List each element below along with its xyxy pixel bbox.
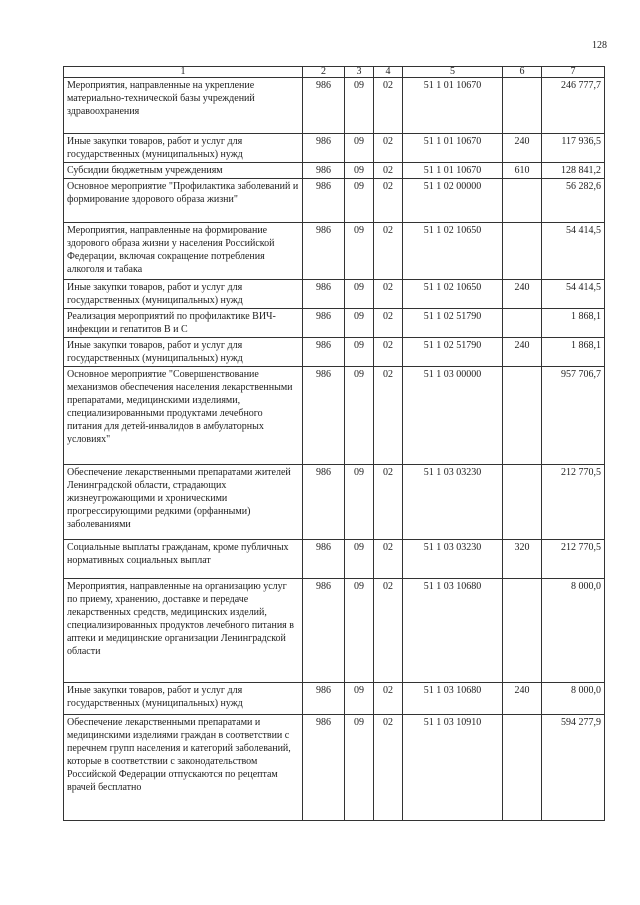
- table-row: [64, 309, 605, 338]
- row-code-5: 51 1 01 10670: [403, 78, 503, 134]
- row-code-5: 51 1 02 10650: [403, 223, 503, 280]
- row-code-3: 09: [345, 163, 374, 179]
- table-row: [64, 579, 605, 683]
- row-code-2: 986: [303, 309, 345, 338]
- row-code-5: 51 1 03 10680: [403, 579, 503, 683]
- header-cell-4: 4: [374, 67, 403, 78]
- row-code-3: 09: [345, 367, 374, 465]
- row-code-5: 51 1 03 03230: [403, 465, 503, 540]
- row-code-3: 09: [345, 579, 374, 683]
- row-code-4: 02: [374, 579, 403, 683]
- row-code-2: 986: [303, 280, 345, 309]
- row-code-4: 02: [374, 540, 403, 579]
- row-name: Основное мероприятие "Совершенствование механизмов обеспечения населения лекарственными препаратами, медицинскими изделиями, специализированными продуктами лечебного питания для детей-инвалидов в амбулаторных условиях": [64, 367, 303, 465]
- row-code-5: 51 1 03 00000: [403, 367, 503, 465]
- row-amount: 212 770,5: [542, 465, 605, 540]
- row-code-5: 51 1 03 10910: [403, 715, 503, 821]
- row-amount: 246 777,7: [542, 78, 605, 134]
- row-amount: 594 277,9: [542, 715, 605, 821]
- row-code-4: 02: [374, 134, 403, 163]
- row-code-6: [503, 465, 542, 540]
- row-code-5: 51 1 02 51790: [403, 309, 503, 338]
- row-code-4: 02: [374, 367, 403, 465]
- row-code-4: 02: [374, 78, 403, 134]
- row-code-5: 51 1 02 51790: [403, 338, 503, 367]
- header-cell-1: 1: [64, 67, 303, 78]
- row-code-2: 986: [303, 134, 345, 163]
- row-code-3: 09: [345, 78, 374, 134]
- row-code-2: 986: [303, 715, 345, 821]
- row-code-3: 09: [345, 683, 374, 715]
- row-code-4: 02: [374, 179, 403, 223]
- row-name: Мероприятия, направленные на формирование здорового образа жизни у населения Российской Федерации, включая сокращение потребления алкоголя и табака: [64, 223, 303, 280]
- row-code-3: 09: [345, 179, 374, 223]
- row-code-3: 09: [345, 540, 374, 579]
- table-row: [64, 338, 605, 367]
- row-code-3: 09: [345, 280, 374, 309]
- row-amount: 212 770,5: [542, 540, 605, 579]
- header-cell-3: 3: [345, 67, 374, 78]
- row-code-5: 51 1 02 10650: [403, 280, 503, 309]
- table-row: [64, 78, 605, 134]
- row-code-2: 986: [303, 540, 345, 579]
- row-code-2: 986: [303, 367, 345, 465]
- row-amount: 54 414,5: [542, 280, 605, 309]
- row-code-4: 02: [374, 338, 403, 367]
- row-code-6: 320: [503, 540, 542, 579]
- table-row: [64, 715, 605, 821]
- row-name: Иные закупки товаров, работ и услуг для государственных (муниципальных) нужд: [64, 683, 303, 715]
- row-code-2: 986: [303, 683, 345, 715]
- row-code-6: [503, 78, 542, 134]
- row-code-6: [503, 715, 542, 821]
- table-row: [64, 163, 605, 179]
- row-code-2: 986: [303, 163, 345, 179]
- row-code-5: 51 1 02 00000: [403, 179, 503, 223]
- row-name: Обеспечение лекарственными препаратами и медицинскими изделиями граждан в соответствии с перечнем групп населения и категорий заболеваний, которые в соответствии с законодательством Российской Федерации отпускаются по рецептам врачей бесплатно: [64, 715, 303, 821]
- row-code-2: 986: [303, 338, 345, 367]
- header-cell-6: 6: [503, 67, 542, 78]
- row-amount: 1 868,1: [542, 338, 605, 367]
- row-amount: 128 841,2: [542, 163, 605, 179]
- row-amount: 8 000,0: [542, 683, 605, 715]
- row-code-4: 02: [374, 280, 403, 309]
- row-code-6: [503, 579, 542, 683]
- row-code-4: 02: [374, 309, 403, 338]
- table-row: [64, 134, 605, 163]
- row-code-6: 610: [503, 163, 542, 179]
- table-row: [64, 367, 605, 465]
- row-code-5: 51 1 01 10670: [403, 134, 503, 163]
- row-name: Основное мероприятие "Профилактика заболеваний и формирование здорового образа жизни": [64, 179, 303, 223]
- header-cell-5: 5: [403, 67, 503, 78]
- row-code-2: 986: [303, 465, 345, 540]
- header-cell-2: 2: [303, 67, 345, 78]
- header-cell-7: 7: [542, 67, 605, 78]
- row-code-6: [503, 309, 542, 338]
- row-code-6: 240: [503, 280, 542, 309]
- row-code-6: 240: [503, 338, 542, 367]
- row-code-2: 986: [303, 223, 345, 280]
- table-row: [64, 223, 605, 280]
- row-name: Реализация мероприятий по профилактике ВИЧ-инфекции и гепатитов В и С: [64, 309, 303, 338]
- table-row: [64, 465, 605, 540]
- row-name: Мероприятия, направленные на укрепление материально-технической базы учреждений здравоохранения: [64, 78, 303, 134]
- table-row: [64, 540, 605, 579]
- row-amount: 957 706,7: [542, 367, 605, 465]
- row-amount: 8 000,0: [542, 579, 605, 683]
- row-name: Субсидии бюджетным учреждениям: [64, 163, 303, 179]
- row-code-4: 02: [374, 683, 403, 715]
- row-code-6: 240: [503, 683, 542, 715]
- row-code-6: 240: [503, 134, 542, 163]
- row-code-6: [503, 223, 542, 280]
- row-code-3: 09: [345, 715, 374, 821]
- table-row: [64, 179, 605, 223]
- row-name: Иные закупки товаров, работ и услуг для государственных (муниципальных) нужд: [64, 134, 303, 163]
- table-row: [64, 280, 605, 309]
- row-amount: 117 936,5: [542, 134, 605, 163]
- row-code-6: [503, 367, 542, 465]
- row-code-3: 09: [345, 223, 374, 280]
- row-code-6: [503, 179, 542, 223]
- row-code-4: 02: [374, 163, 403, 179]
- page-number: 128: [592, 40, 607, 51]
- header-row: [64, 67, 605, 78]
- budget-table: [63, 66, 605, 821]
- row-code-3: 09: [345, 465, 374, 540]
- row-amount: 54 414,5: [542, 223, 605, 280]
- row-amount: 56 282,6: [542, 179, 605, 223]
- row-name: Иные закупки товаров, работ и услуг для государственных (муниципальных) нужд: [64, 338, 303, 367]
- row-code-3: 09: [345, 338, 374, 367]
- row-code-5: 51 1 03 10680: [403, 683, 503, 715]
- row-code-3: 09: [345, 134, 374, 163]
- row-name: Обеспечение лекарственными препаратами жителей Ленинградской области, страдающих жизнеугрожающими и хроническими прогрессирующими редкими (орфанными) заболеваниями: [64, 465, 303, 540]
- row-code-5: 51 1 03 03230: [403, 540, 503, 579]
- row-code-4: 02: [374, 465, 403, 540]
- row-code-4: 02: [374, 223, 403, 280]
- row-code-2: 986: [303, 579, 345, 683]
- row-amount: 1 868,1: [542, 309, 605, 338]
- row-code-3: 09: [345, 309, 374, 338]
- row-code-4: 02: [374, 715, 403, 821]
- row-name: Иные закупки товаров, работ и услуг для государственных (муниципальных) нужд: [64, 280, 303, 309]
- row-code-2: 986: [303, 179, 345, 223]
- row-name: Мероприятия, направленные на организацию услуг по приему, хранению, доставке и передаче лекарственных средств, медицинских изделий, специализированных продуктов лечебного питания в аптеки и медицинские организации Ленинградской области: [64, 579, 303, 683]
- row-code-2: 986: [303, 78, 345, 134]
- row-name: Социальные выплаты гражданам, кроме публичных нормативных социальных выплат: [64, 540, 303, 579]
- table-row: [64, 683, 605, 715]
- row-code-5: 51 1 01 10670: [403, 163, 503, 179]
